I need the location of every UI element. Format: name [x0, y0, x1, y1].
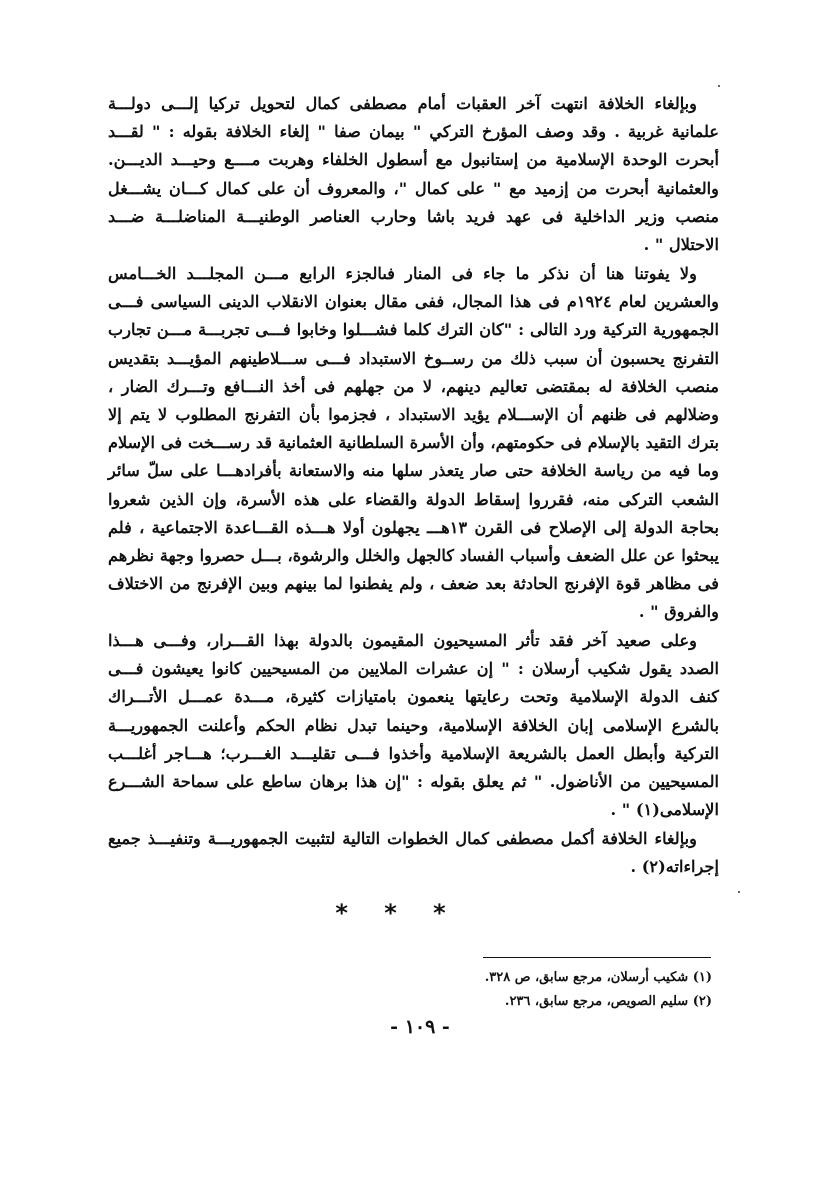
footnote-1: (١) شكيب أرسلان، مرجع سابق، ص ٣٢٨. — [484, 970, 712, 985]
paragraph-3 — [108, 627, 719, 824]
paragraph-4 — [108, 825, 719, 881]
scan-speck — [738, 891, 740, 893]
paragraph-text: وعلى صعيد آخر فقد تأثر المسيحيون المقيمون بالدولة بهذا القـــرار، وفـــى هـــذا الصدد يقول شكيب أرسلان : " إن عشرات الملايين من المسيحيين كانوا يعيشون فـــى كنف الدولة الإسلامية وتحت رعايتها ينعمون بامتيازات كثيرة، مـــدة عمـــل الأتـــراك بالشرع الإسلامى إبان الخلافة الإسلامية، وحينما تبدل نظام الحكم وأعلنت الجمهوريـــة التركية وأبطل العمل بالشريعة الإسلامية وأخذوا فـــى تقليـــد الغـــرب؛ هـــاجر أغلـــب المسيحيين من الأناضول. " ثم يعلق بقوله : "إن هذا برهان ساطع على سماحة الشـــرع الإسلامى(١) " . — [108, 631, 719, 820]
footnote-2: (٢) سليم الصويص، مرجع سابق، ٢٣٦. — [504, 994, 712, 1009]
section-separator: * * * — [335, 899, 460, 927]
paragraph-text: وبإلغاء الخلافة انتهت آخر العقبات أمام مصطفى كمال لتحويل تركيا إلـــى دولـــة علمانية غربية . وقد وصف المؤرخ التركي " بيمان صفا " إلغاء الخلافة بقوله : " لقـــد أبحرت الوحدة الإسلامية من إستانبول مع أسطول الخلفاء وهربت مــــع وحيـــد الديـــن. والعثمانية أبحرت من إزميد مع " على كمال "، والمعروف أن على كمال كـــان يشـــغل منصب وزير الداخلية فى عهد فريد باشا وحارب العناصر الوطنيـــة المناضلـــة ضـــد الاحتلال " . — [108, 94, 719, 255]
page-number: - ١٠٩ - — [390, 1016, 450, 1038]
footnote-divider — [483, 957, 711, 958]
paragraph-2 — [108, 260, 719, 627]
footnotes — [300, 966, 712, 1014]
paragraph-1 — [108, 90, 719, 259]
scan-speck — [718, 85, 720, 87]
paragraph-text: وبإلغاء الخلافة أكمل مصطفى كمال الخطوات التالية لتثبيت الجمهوريـــة وتنفيـــذ جميع إجراءاته(٢) . — [108, 829, 719, 877]
paragraph-text: ولا يفوتنا هنا أن نذكر ما جاء فى المنار فىالجزء الرابع مـــن المجلـــد الخـــامس والعشرين لعام ١٩٢٤م فى هذا المجال، ففى مقال بعنوان الانقلاب الدينى السياسى فـــى الجمهورية التركية ورد التالى : "كان الترك كلما فشـــلوا وخابوا فـــى تجربـــة مـــن تجارب التفرنج يحسبون أن سبب ذلك من رســوخ الاستبداد فـــى ســـلاطينهم المؤيـــد بتقديس منصب الخلافة له بمقتضى تعاليم دينهم، لا من جهلهم فى أخذ النـــافع وتـــرك الضار ، وضلالهم فى ظنهم أن الإســـلام يؤيد الاستبداد ، فجزموا بأن التفرنج المطلوب لا يتم إلا بترك التقيد بالإسلام فى حكومتهم، وأن الأسرة السلطانية العثمانية قد رســـخت فى الإسلام وما فيه من رياسة الخلافة حتى صار يتعذر سلها منه والاستعانة بأفرادهـــا على سلّ سائر الشعب التركى منه، فقرروا إسقاط الدولة والقضاء على هذه الأسرة، وإن الذين شعروا بحاجة الدولة إلى الإصلاح فى القرن ١٣هـــ يجهلون أولا هـــذه القـــاعدة الاجتماعية ، فلم يبحثوا عن علل الضعف وأسباب الفساد كالجهل والخلل والرشوة، بـــل حصروا وجهة نظرهم فى مظاهر قوة الإفرنج الحادثة بعد ضعف ، ولم يفطنوا لما بينهم وبين الإفرنج من الاختلاف والفروق " . — [108, 264, 719, 622]
